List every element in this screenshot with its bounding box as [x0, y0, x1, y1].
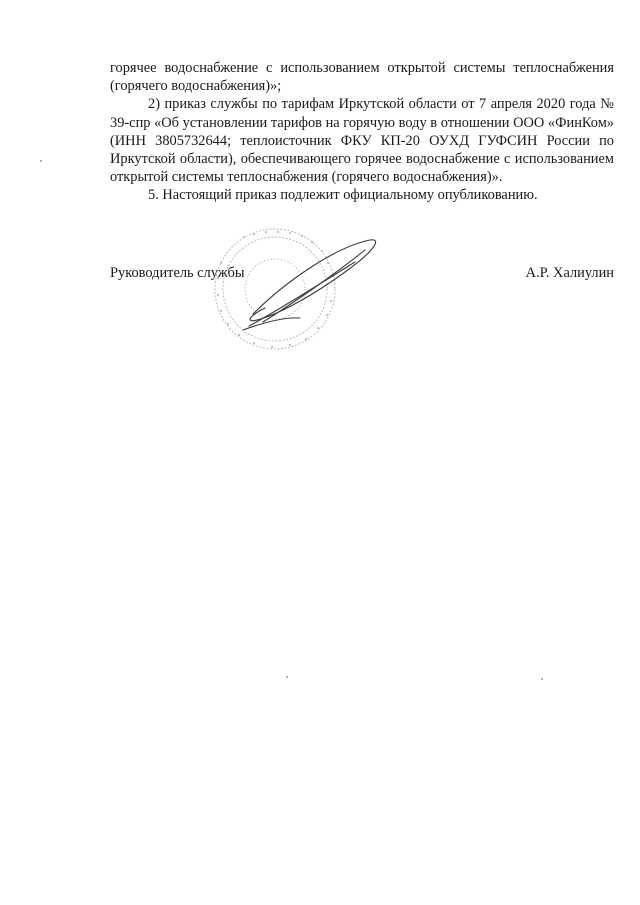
signer-position: Руководитель службы: [110, 265, 245, 281]
seal-text-marks: [217, 231, 332, 348]
scan-artifact: [286, 676, 288, 678]
paragraph-continuation: горячее водоснабжение с использованием открытой системы теплоснабжения (горячего водоснабжения)»;: [110, 60, 614, 95]
signature-row: [110, 264, 614, 282]
scan-artifact: [40, 160, 42, 162]
scan-artifact: [541, 678, 543, 680]
handwritten-signature: [243, 240, 376, 330]
official-seal-and-signature: [205, 222, 380, 357]
paragraph-item-5: 5. Настоящий приказ подлежит официальному опубликованию.: [148, 187, 538, 204]
paragraph-item-2: 2) приказ службы по тарифам Иркутской области от 7 апреля 2020 года № 39-спр «Об установлении тарифов на горячую воду в отношении ООО «ФинКом» (ИНН 3805732644; теплоисточник ФКУ КП-20 ОУХД ГУФСИН России по Иркутской области), обеспечивающего горячее водоснабжение с использованием открытой системы теплоснабжения (горячего водоснабжения)».: [110, 96, 614, 186]
signer-name: А.Р. Халиулин: [525, 265, 614, 281]
document-body: [110, 59, 614, 205]
seal-outer-ring: [215, 229, 335, 349]
